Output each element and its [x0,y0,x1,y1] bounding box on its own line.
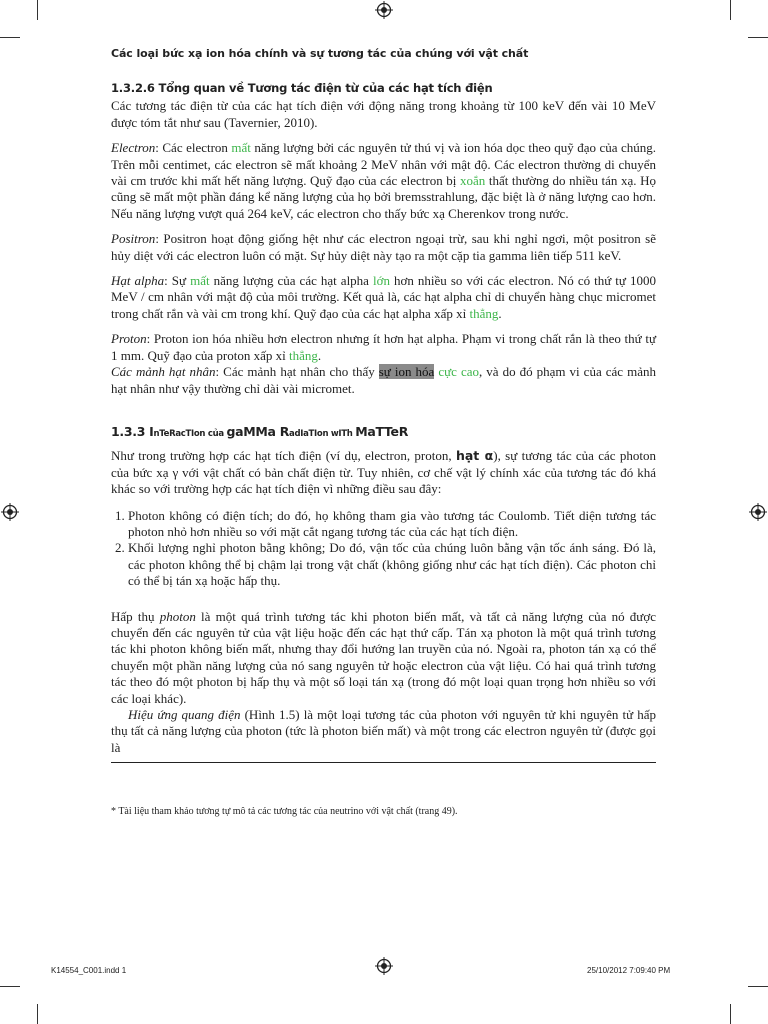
footnote-rule [111,762,656,763]
slug-timestamp: 25/10/2012 7:09:40 PM [587,966,671,975]
crop-mark-bottom-left-h [0,986,20,987]
alpha-green-1: mất [190,273,210,289]
section-p2-text-2: là một quá trình tương tác khi photon biến mất, và tất cả năng lượng của nó được chuyển đến các nguyên tử của vật liệu hoặc đến các hạt thứ cấp. Tán xạ photon là một quá trình tương tác khi photon không biến mất, nhưng thay đổi hướng lan truyền của nó. Ngoài ra, photon tán xạ có thể chuyển một phần năng lượng của nó sang nguyên tử hoặc electron của vật liệu. Có hai quá trình tương tác theo đó một photon bị hấp thụ và một số loại tán xạ (trong đó một loại quan trọng hơn nhiều so với các loại khác). [111,608,656,706]
crop-mark-top-left-h [0,37,20,38]
alpha-text-3: hơn nhiều so với các electron. Nó có thứ tự 1000 MeV / cm nhân với mật độ của môi trường. Kết quả là, các hạt alpha chỉ di chuyển hàng chục micromet trong chất rắn và vài cm trong khí. Quỹ đạo của các hạt alpha xấp xỉ [111,273,656,321]
proton-text-1: : Proton ion hóa nhiều hơn electron nhưng ít hơn hạt alpha. Phạm vi trong chất rắn là theo thứ tự 1 mm. Quỹ đạo của proton xấp xỉ [111,331,656,363]
section-p1-text-1: Như trong trường hợp các hạt tích điện (ví dụ, electron, proton, [111,448,456,464]
alpha-label: Hạt alpha [111,273,165,289]
subsection-intro: Các tương tác điện từ của các hạt tích điện với động năng trong khoảng từ 100 keV đến vài 10 MeV được tóm tắt như sau (Tavernier, 2010). [111,98,656,130]
main-content [111,80,656,763]
proton-green-1: thẳng [289,347,318,363]
alpha-text-1: : Sự [164,273,191,289]
proton-text-2: . [317,347,322,363]
positron-paragraph [111,231,656,264]
registration-mark-top-icon [375,1,393,19]
fragments-green-1: cực cao [438,364,479,380]
section-number: 1.3.3 [111,423,150,439]
fragments-text-1: : Các mảnh hạt nhân cho thấy [215,364,379,380]
alpha-text-2: năng lượng của các hạt alpha [209,273,373,289]
section-paragraph-1 [111,448,656,497]
crop-mark-top-right-h [748,37,768,38]
alpha-green-3: thẳng [469,305,499,321]
registration-mark-left-icon [1,503,19,521]
crop-mark-bottom-left-v [37,1004,38,1024]
section-p2-text-1: Hấp thụ [111,608,160,624]
subsection-heading: 1.3.2.6 Tổng quan về Tương tác điện từ của các hạt tích điện [111,81,493,95]
fragments-label: Các mảnh hạt nhân [111,364,216,380]
crop-mark-bottom-right-v [730,1004,731,1024]
crop-mark-top-right-v [730,0,731,20]
list-item: 1. Photon không có điện tích; do đó, họ không tham gia vào tương tác Coulomb. Tiết diện tương tác photon nhỏ hơn nhiều so với mặt cắt ngang tương tác của các hạt tích điện. [128,508,656,541]
alpha-paragraph [111,273,656,322]
section-word-6: MaTTeR [355,423,409,439]
running-head: Các loại bức xạ ion hóa chính và sự tương tác của chúng với vật chất [111,47,529,60]
alpha-text-4: . [498,305,502,321]
section-paragraph-3 [111,707,656,756]
section-word-1a: I [149,423,154,439]
fragments-paragraph [111,364,656,397]
electron-green-2: xoắn [459,173,486,189]
electron-label: Electron [111,140,156,156]
crop-mark-top-left-v [37,0,38,20]
section-p3-emphasis: Hiệu ứng quang điện [128,707,241,722]
section-word-1b: nTeRacTIon [153,428,206,439]
footnote: * Tài liệu tham khảo tương tự mô tả các tương tác của neutrino với vật chất (trang 49). [111,806,458,817]
electron-paragraph [111,140,656,222]
electron-text-1: : Các electron [155,140,232,156]
photon-properties-list [111,508,656,590]
positron-text-1: : Positron hoạt động giống hệt như các electron ngoại trừ, sau khi nghỉ ngơi, một positron sẽ hủy diệt với các electron luôn có mặt. Sự hủy diệt này tạo ra một cặp tia gamma liên tiếp 511 keV. [111,231,656,263]
fragments-highlight: sự ion hóa [378,364,435,380]
slug-file: K14554_C001.indd 1 [51,966,127,975]
fragments-text-3: , và do đó phạm vi của các mảnh hạt nhân như vậy thường chỉ dài vài micromet. [111,364,656,396]
section-word-4a: R [275,423,290,439]
registration-mark-right-icon [749,503,767,521]
section-word-3: gaMMa [226,423,276,439]
section-word-2: của [205,428,227,439]
electron-text-3: thất thường do nhiều tán xạ. Họ cũng sẽ mất một phần đáng kể năng lượng của họ bởi bremsstrahlung, đặc biệt là ở năng lượng cao hơn. Nếu năng lượng vượt quá 264 keV, các electron cho thấy bức xạ Cherenkov trong nước. [111,173,656,221]
electron-text-2: năng lượng bởi các nguyên tử thú vị và ion hóa dọc theo quỹ đạo của chúng. Trên mỗi centimet, các electron sẽ mất khoảng 2 MeV nhân với mật độ. Các electron thường di chuyển vài cm trước khi mất hết năng lượng. Quỹ đạo của các electron bị [111,140,657,189]
section-p2-emphasis: photon [159,608,196,624]
section-heading [111,424,656,442]
proton-label: Proton [111,331,147,347]
section-word-5: wITh [328,428,356,439]
crop-mark-bottom-right-h [748,986,768,987]
proton-paragraph [111,331,656,364]
section-paragraph-2 [111,609,656,707]
section-word-4b: adIaTIon [289,428,329,439]
section-p1-alpha: hạt α [455,448,494,464]
alpha-green-2: lớn [372,273,390,289]
registration-mark-bottom-icon [375,957,393,975]
positron-label: Positron [111,231,156,247]
section-p3-text-1: (Hình 1.5) là một loại tương tác của photon với nguyên tử khi nguyên tử hấp thụ tất cả năng lượng của photon (tức là photon biến mất) và một trong các electron nguyên tử (được gọi là [111,707,656,755]
list-item: 2. Khối lượng nghỉ photon bằng không; Do đó, vận tốc của chúng luôn bằng vận tốc ánh sáng. Đó là, các photon không thể bị chậm lại trong vật chất (không giống như các hạt tích điện). Các photon chỉ có thể bị tán xạ hoặc hấp thụ. [128,540,656,589]
section-p1-text-2: ), sự tương tác của các photon của bức xạ γ với vật chất có bản chất điện từ. Tuy nhiên, cơ chế vật lý chính xác của tương tác đó khá khác so với trường hợp các hạt tích điện vì những điều sau đây: [111,448,656,497]
electron-green-1: mất [231,140,251,156]
